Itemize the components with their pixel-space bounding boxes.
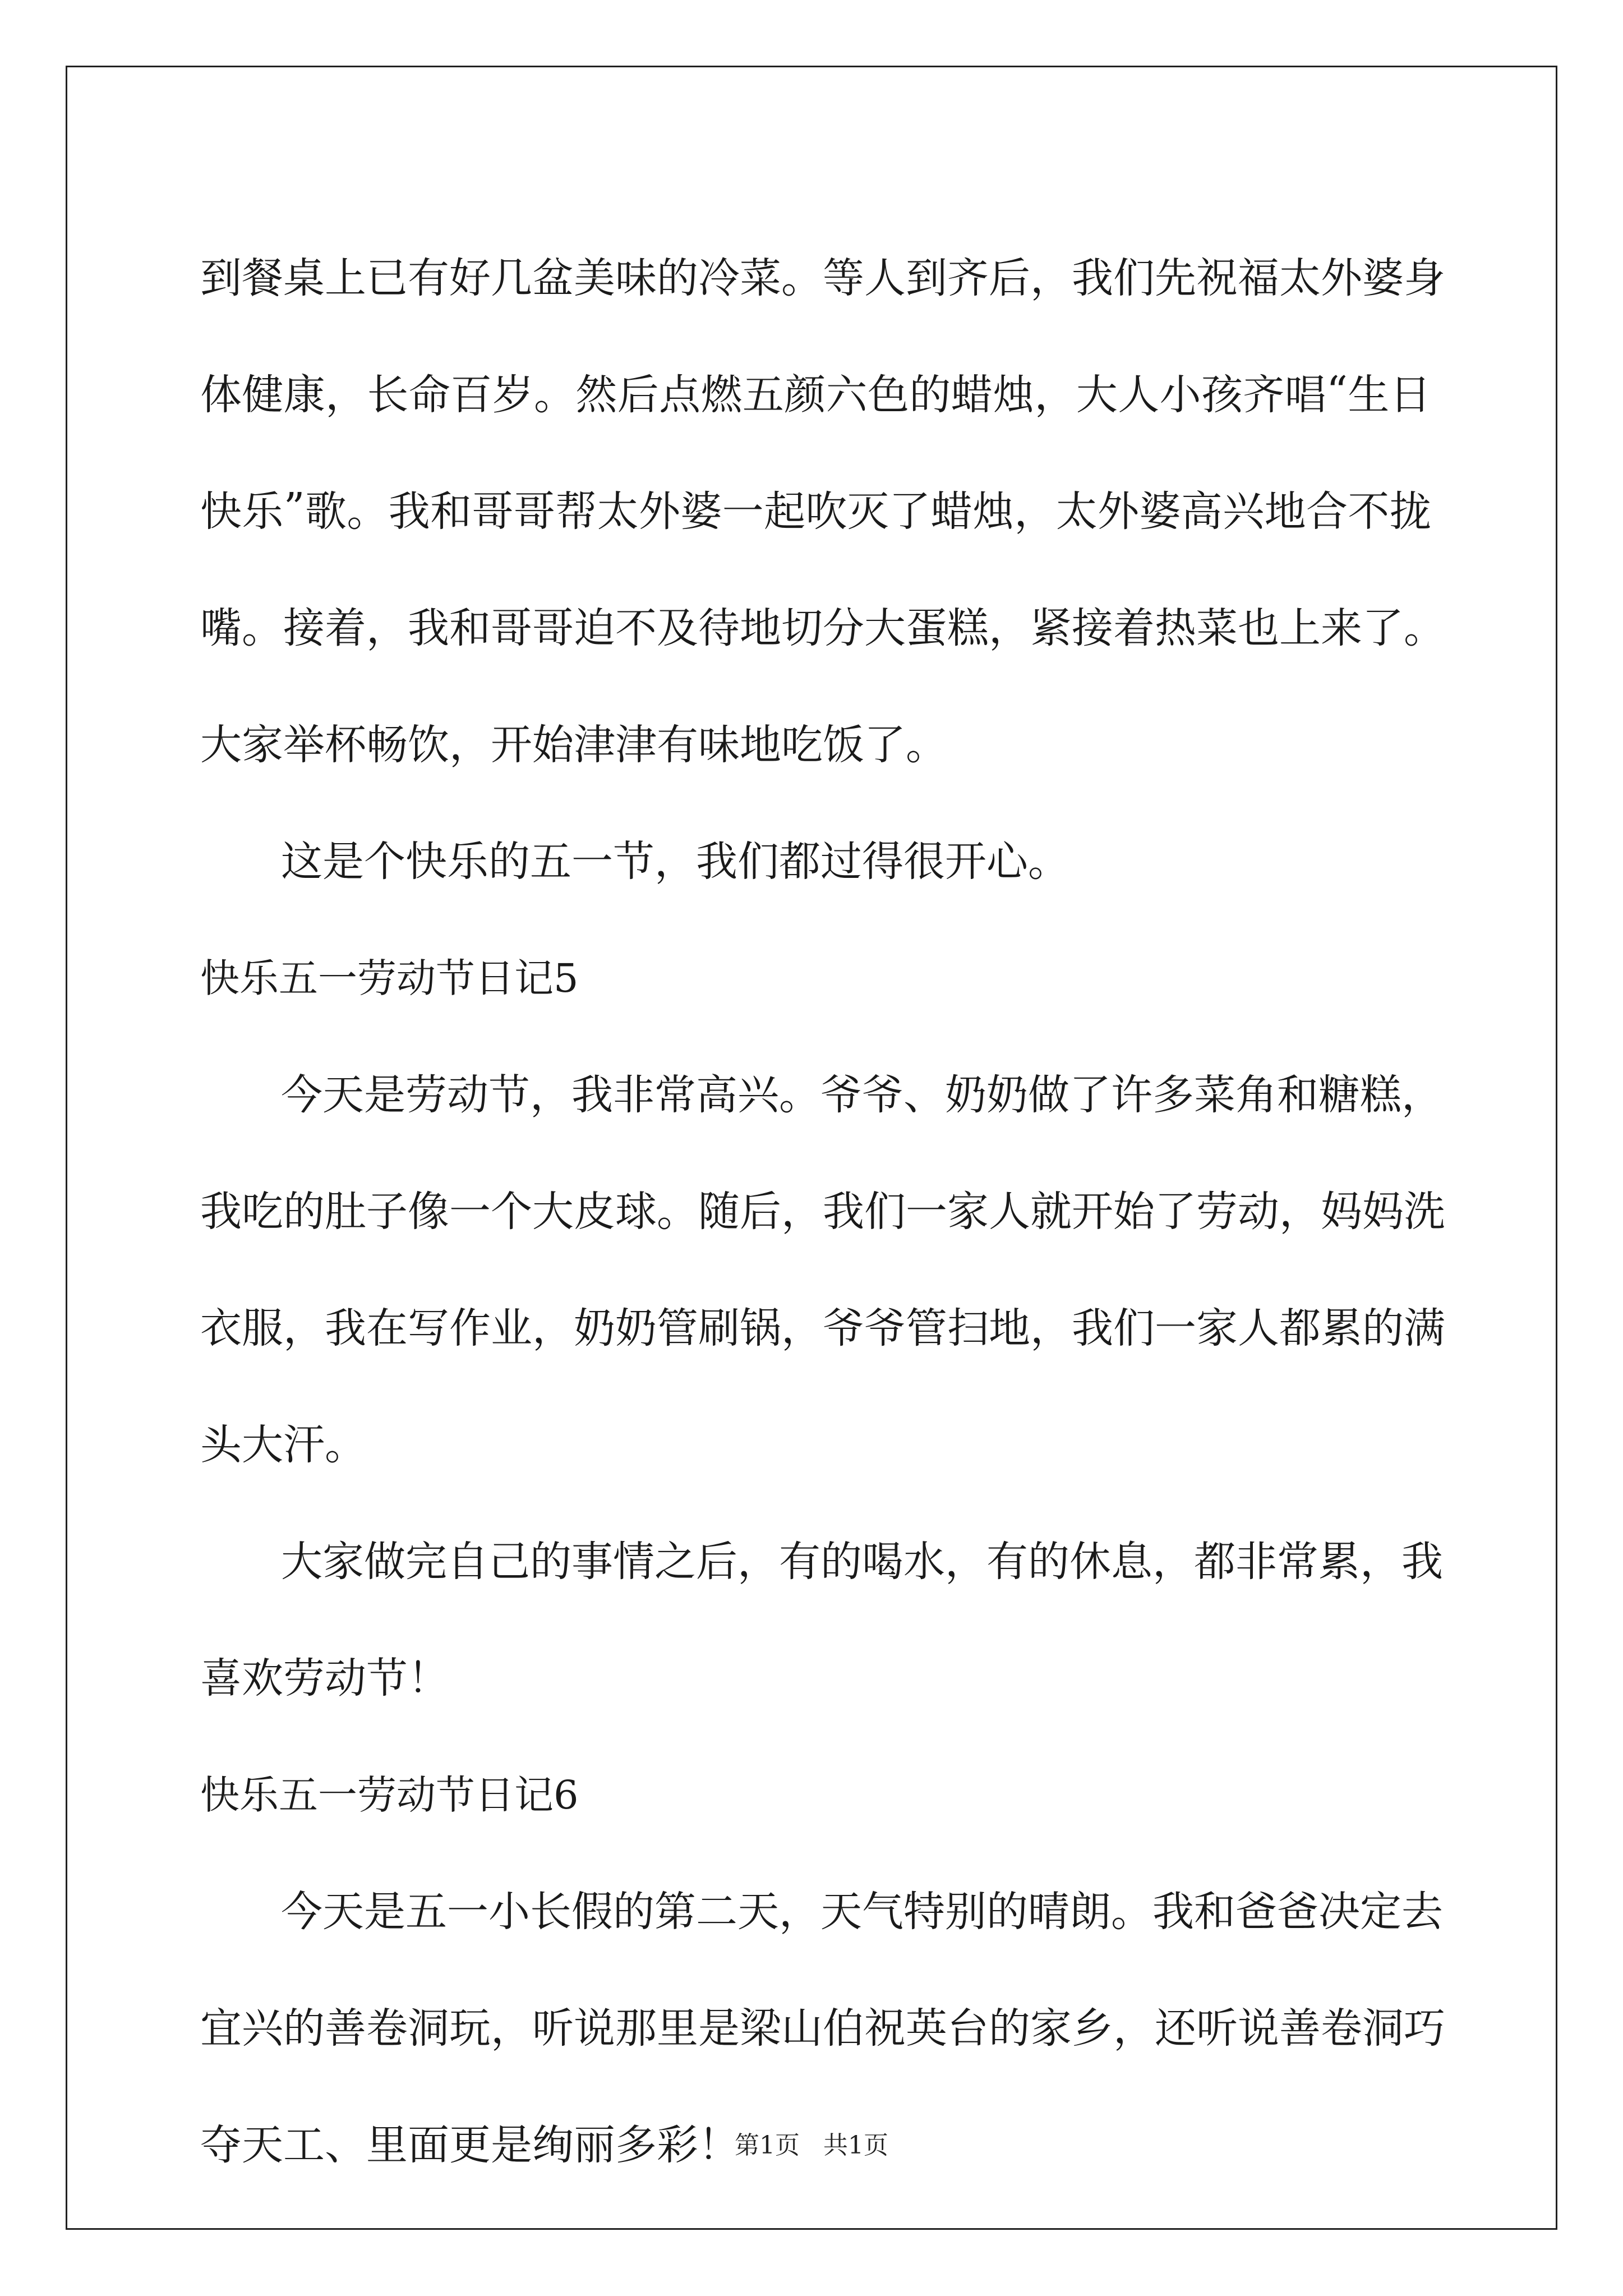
page-footer bbox=[0, 2125, 1623, 2161]
text-line: 这是个快乐的五一节，我们都过得很开心。 bbox=[281, 838, 1069, 886]
page-total: 共1页 bbox=[823, 2131, 888, 2160]
text-line: 快 乐 ” 歌 。 我 和 哥 哥 帮 太 外 婆 一 起 吹 灭 了 蜡 烛 ， 太 外 婆 高 兴 地 合 不 拢 bbox=[200, 484, 1431, 536]
text-line: 喜欢劳动节！ bbox=[200, 1654, 449, 1703]
text-line: 体 健 康 ， 长 命 百 岁 。 然 后 点 燃 五 颜 六 色 的 蜡 烛 ， 大 人 小 孩 齐 唱 “ 生 日 bbox=[200, 367, 1431, 419]
text-line: 大家举杯畅饮，开始津津有味地吃饭了。 bbox=[200, 721, 947, 769]
text-line: 宜 兴 的 善 卷 洞 玩 ， 听 说 那 里 是 梁 山 伯 祝 英 台 的 家 乡 ， 还 听 说 善 卷 洞 巧 bbox=[200, 2004, 1445, 2053]
text-line: 我 吃 的 肚 子 像 一 个 大 皮 球 。 随 后 ， 我 们 一 家 人 就 开 始 了 劳 动 ， 妈 妈 洗 bbox=[200, 1188, 1445, 1236]
text-line: 到 餐 桌 上 已 有 好 几 盆 美 味 的 冷 菜 。 等 人 到 齐 后 ， 我 们 先 祝 福 太 外 婆 身 bbox=[200, 254, 1445, 302]
text-line: 大 家 做 完 自 己 的 事 情 之 后 ， 有 的 喝 水 ， 有 的 休 息 ， 都 非 常 累 ， 我 bbox=[281, 1538, 1443, 1586]
text-line: 嘴 。 接 着 ， 我 和 哥 哥 迫 不 及 待 地 切 分 大 蛋 糕 ， 紧 接 着 热 菜 也 上 来 了 。 bbox=[200, 604, 1445, 652]
page-number: 第1页 bbox=[735, 2131, 800, 2160]
text-line: 夺天工、里面更是绚丽多彩！ bbox=[200, 2121, 740, 2169]
text-line: 今 天 是 五 一 小 长 假 的 第 二 天 ， 天 气 特 别 的 晴 朗 。 我 和 爸 爸 决 定 去 bbox=[281, 1888, 1443, 1936]
text-line: 头大汗。 bbox=[200, 1421, 366, 1469]
text-line: 衣 服 ， 我 在 写 作 业 ， 奶 奶 管 刷 锅 ， 爷 爷 管 扫 地 ， 我 们 一 家 人 都 累 的 满 bbox=[200, 1304, 1445, 1352]
section-heading: 快乐五一劳动节日记5 bbox=[200, 955, 579, 1001]
text-line: 今 天 是 劳 动 节 ， 我 非 常 高 兴 。 爷 爷 、 奶 奶 做 了 许 多 菜 角 和 糖 糕 ， bbox=[281, 1071, 1443, 1119]
section-heading: 快乐五一劳动节日记6 bbox=[200, 1772, 579, 1818]
document-body bbox=[200, 217, 1445, 2200]
